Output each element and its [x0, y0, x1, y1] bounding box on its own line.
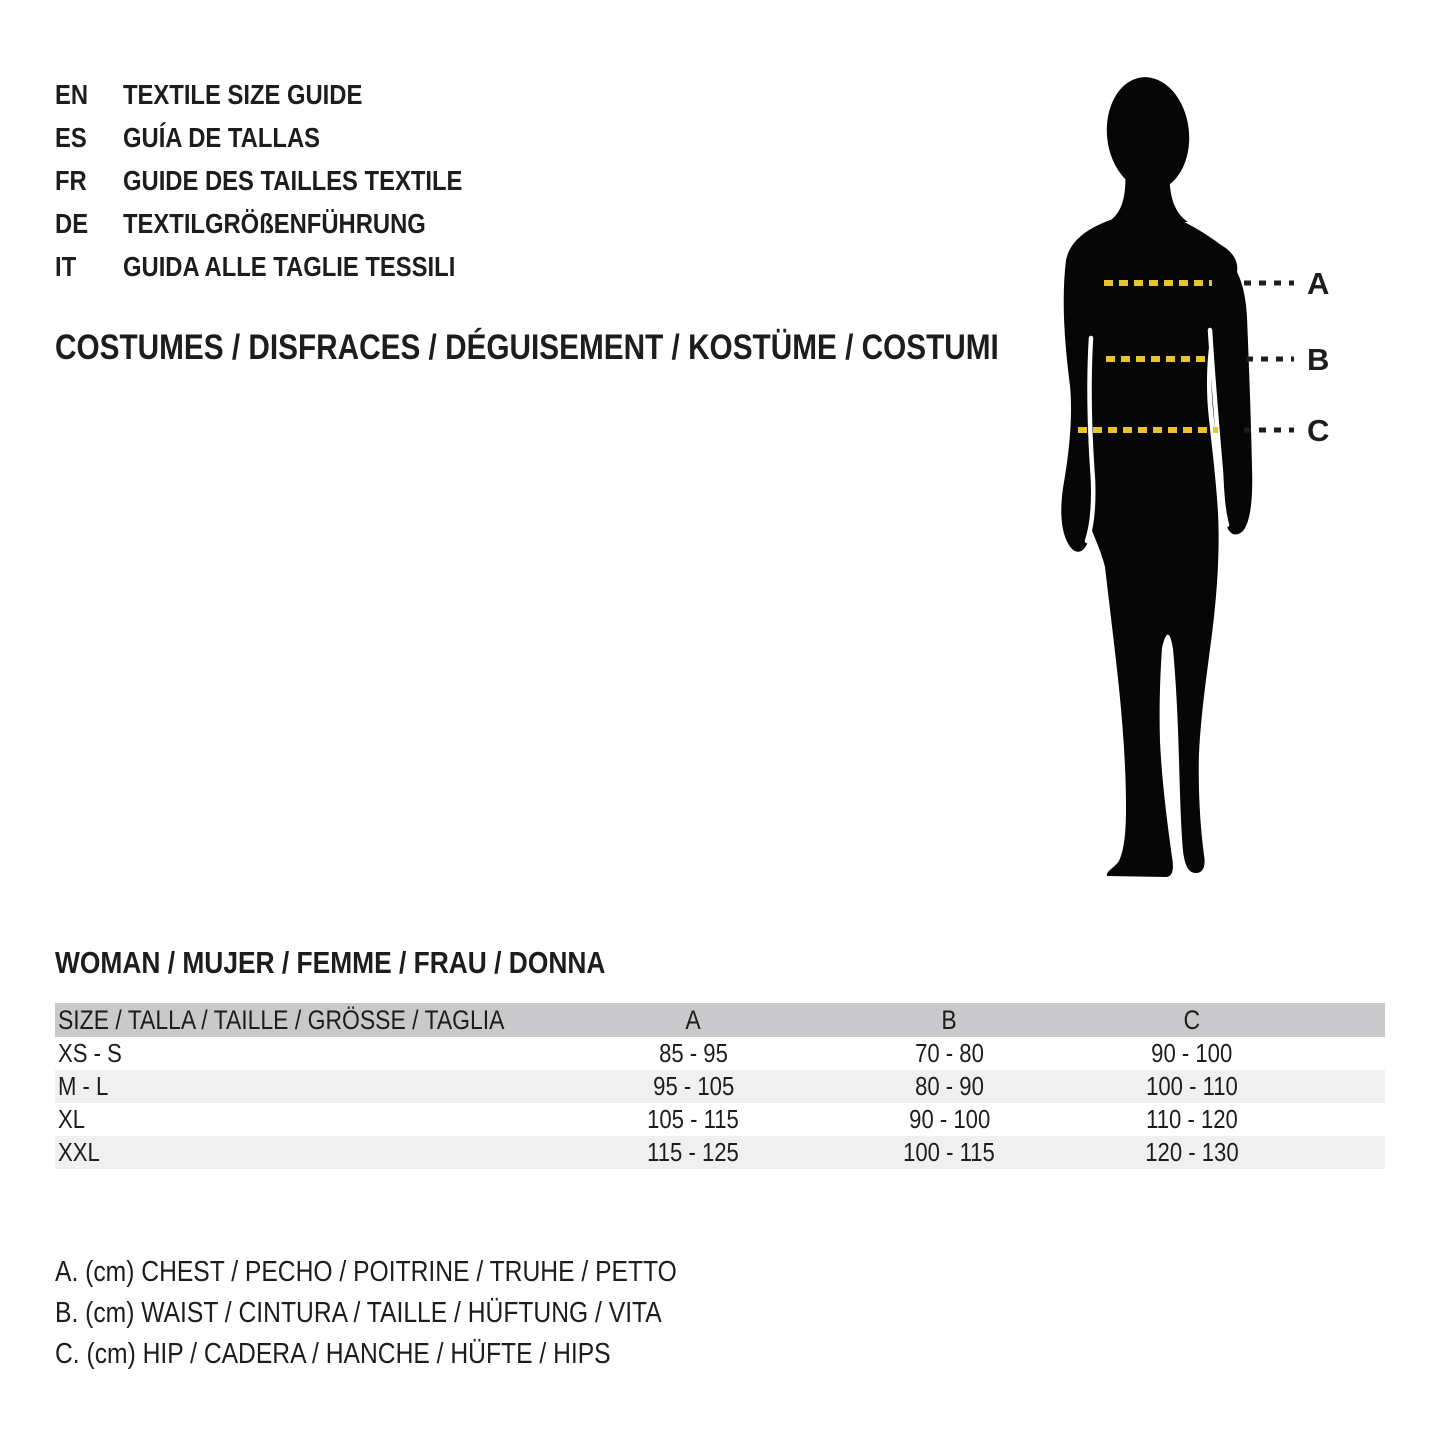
lang-row-de: [55, 209, 522, 252]
measurement-legend: [55, 1252, 787, 1375]
value-a: 105 - 115: [647, 1104, 740, 1134]
woman-silhouette: [1061, 73, 1252, 877]
value-b: 100 - 115: [903, 1137, 996, 1167]
lang-title: TEXTILE SIZE GUIDE: [123, 79, 363, 110]
lang-code: FR: [55, 165, 87, 196]
label-a: A: [1307, 266, 1330, 301]
measurement-figure: [1020, 70, 1350, 890]
category-heading: COSTUMES / DISFRACES / DÉGUISEMENT / KOSTÜME / COSTUMI: [55, 328, 999, 367]
legend-hip: C. (cm) HIP / CADERA / HANCHE / HÜFTE / HIPS: [55, 1338, 611, 1370]
lang-title: GUÍA DE TALLAS: [123, 122, 321, 153]
size-cell: XXL: [58, 1137, 100, 1167]
value-a: 115 - 125: [647, 1137, 740, 1167]
callout-lines: [1244, 283, 1294, 430]
size-cell: M - L: [58, 1071, 109, 1101]
table-row: [55, 1103, 1385, 1136]
col-a-header: A: [685, 1005, 702, 1035]
value-b: 90 - 100: [908, 1104, 990, 1134]
table-header-row: [55, 1003, 1385, 1037]
table-row: [55, 1070, 1385, 1103]
lang-title: GUIDE DES TAILLES TEXTILE: [123, 165, 463, 196]
legend-chest: A. (cm) CHEST / PECHO / POITRINE / TRUHE / PETTO: [55, 1256, 677, 1288]
lang-code: IT: [55, 251, 77, 282]
label-b: B: [1307, 342, 1330, 377]
value-a: 95 - 105: [652, 1071, 734, 1101]
col-c-header: C: [1183, 1005, 1201, 1035]
value-b: 80 - 90: [915, 1071, 984, 1101]
col-b-header: B: [941, 1005, 958, 1035]
size-table: [55, 1003, 1385, 1169]
section-heading: WOMAN / MUJER / FEMME / FRAU / DONNA: [55, 945, 606, 980]
value-c: 100 - 110: [1146, 1071, 1238, 1101]
lang-title: GUIDA ALLE TAGLIE TESSILI: [123, 251, 456, 282]
size-cell: XL: [58, 1104, 86, 1134]
lang-row-es: [55, 123, 522, 166]
lang-row-en: [55, 80, 522, 123]
language-list: [55, 80, 522, 295]
lang-row-it: [55, 252, 522, 295]
lang-title: TEXTILGRÖßENFÜHRUNG: [123, 208, 426, 239]
woman-silhouette-svg: [1020, 70, 1350, 890]
value-c: 120 - 130: [1145, 1137, 1239, 1167]
value-c: 110 - 120: [1146, 1104, 1238, 1134]
lang-code: DE: [55, 208, 89, 239]
value-b: 70 - 80: [915, 1038, 984, 1068]
lang-row-fr: [55, 166, 522, 209]
value-c: 90 - 100: [1151, 1038, 1233, 1068]
size-cell: XS - S: [58, 1038, 122, 1068]
lang-code: EN: [55, 79, 89, 110]
value-a: 85 - 95: [658, 1038, 728, 1068]
table-row: [55, 1136, 1385, 1169]
label-c: C: [1307, 413, 1330, 448]
legend-waist: B. (cm) WAIST / CINTURA / TAILLE / HÜFTUNG / VITA: [55, 1297, 662, 1329]
size-column-header: SIZE / TALLA / TAILLE / GRÖSSE / TAGLIA: [58, 1005, 505, 1035]
lang-code: ES: [55, 122, 87, 153]
table-row: [55, 1037, 1385, 1070]
